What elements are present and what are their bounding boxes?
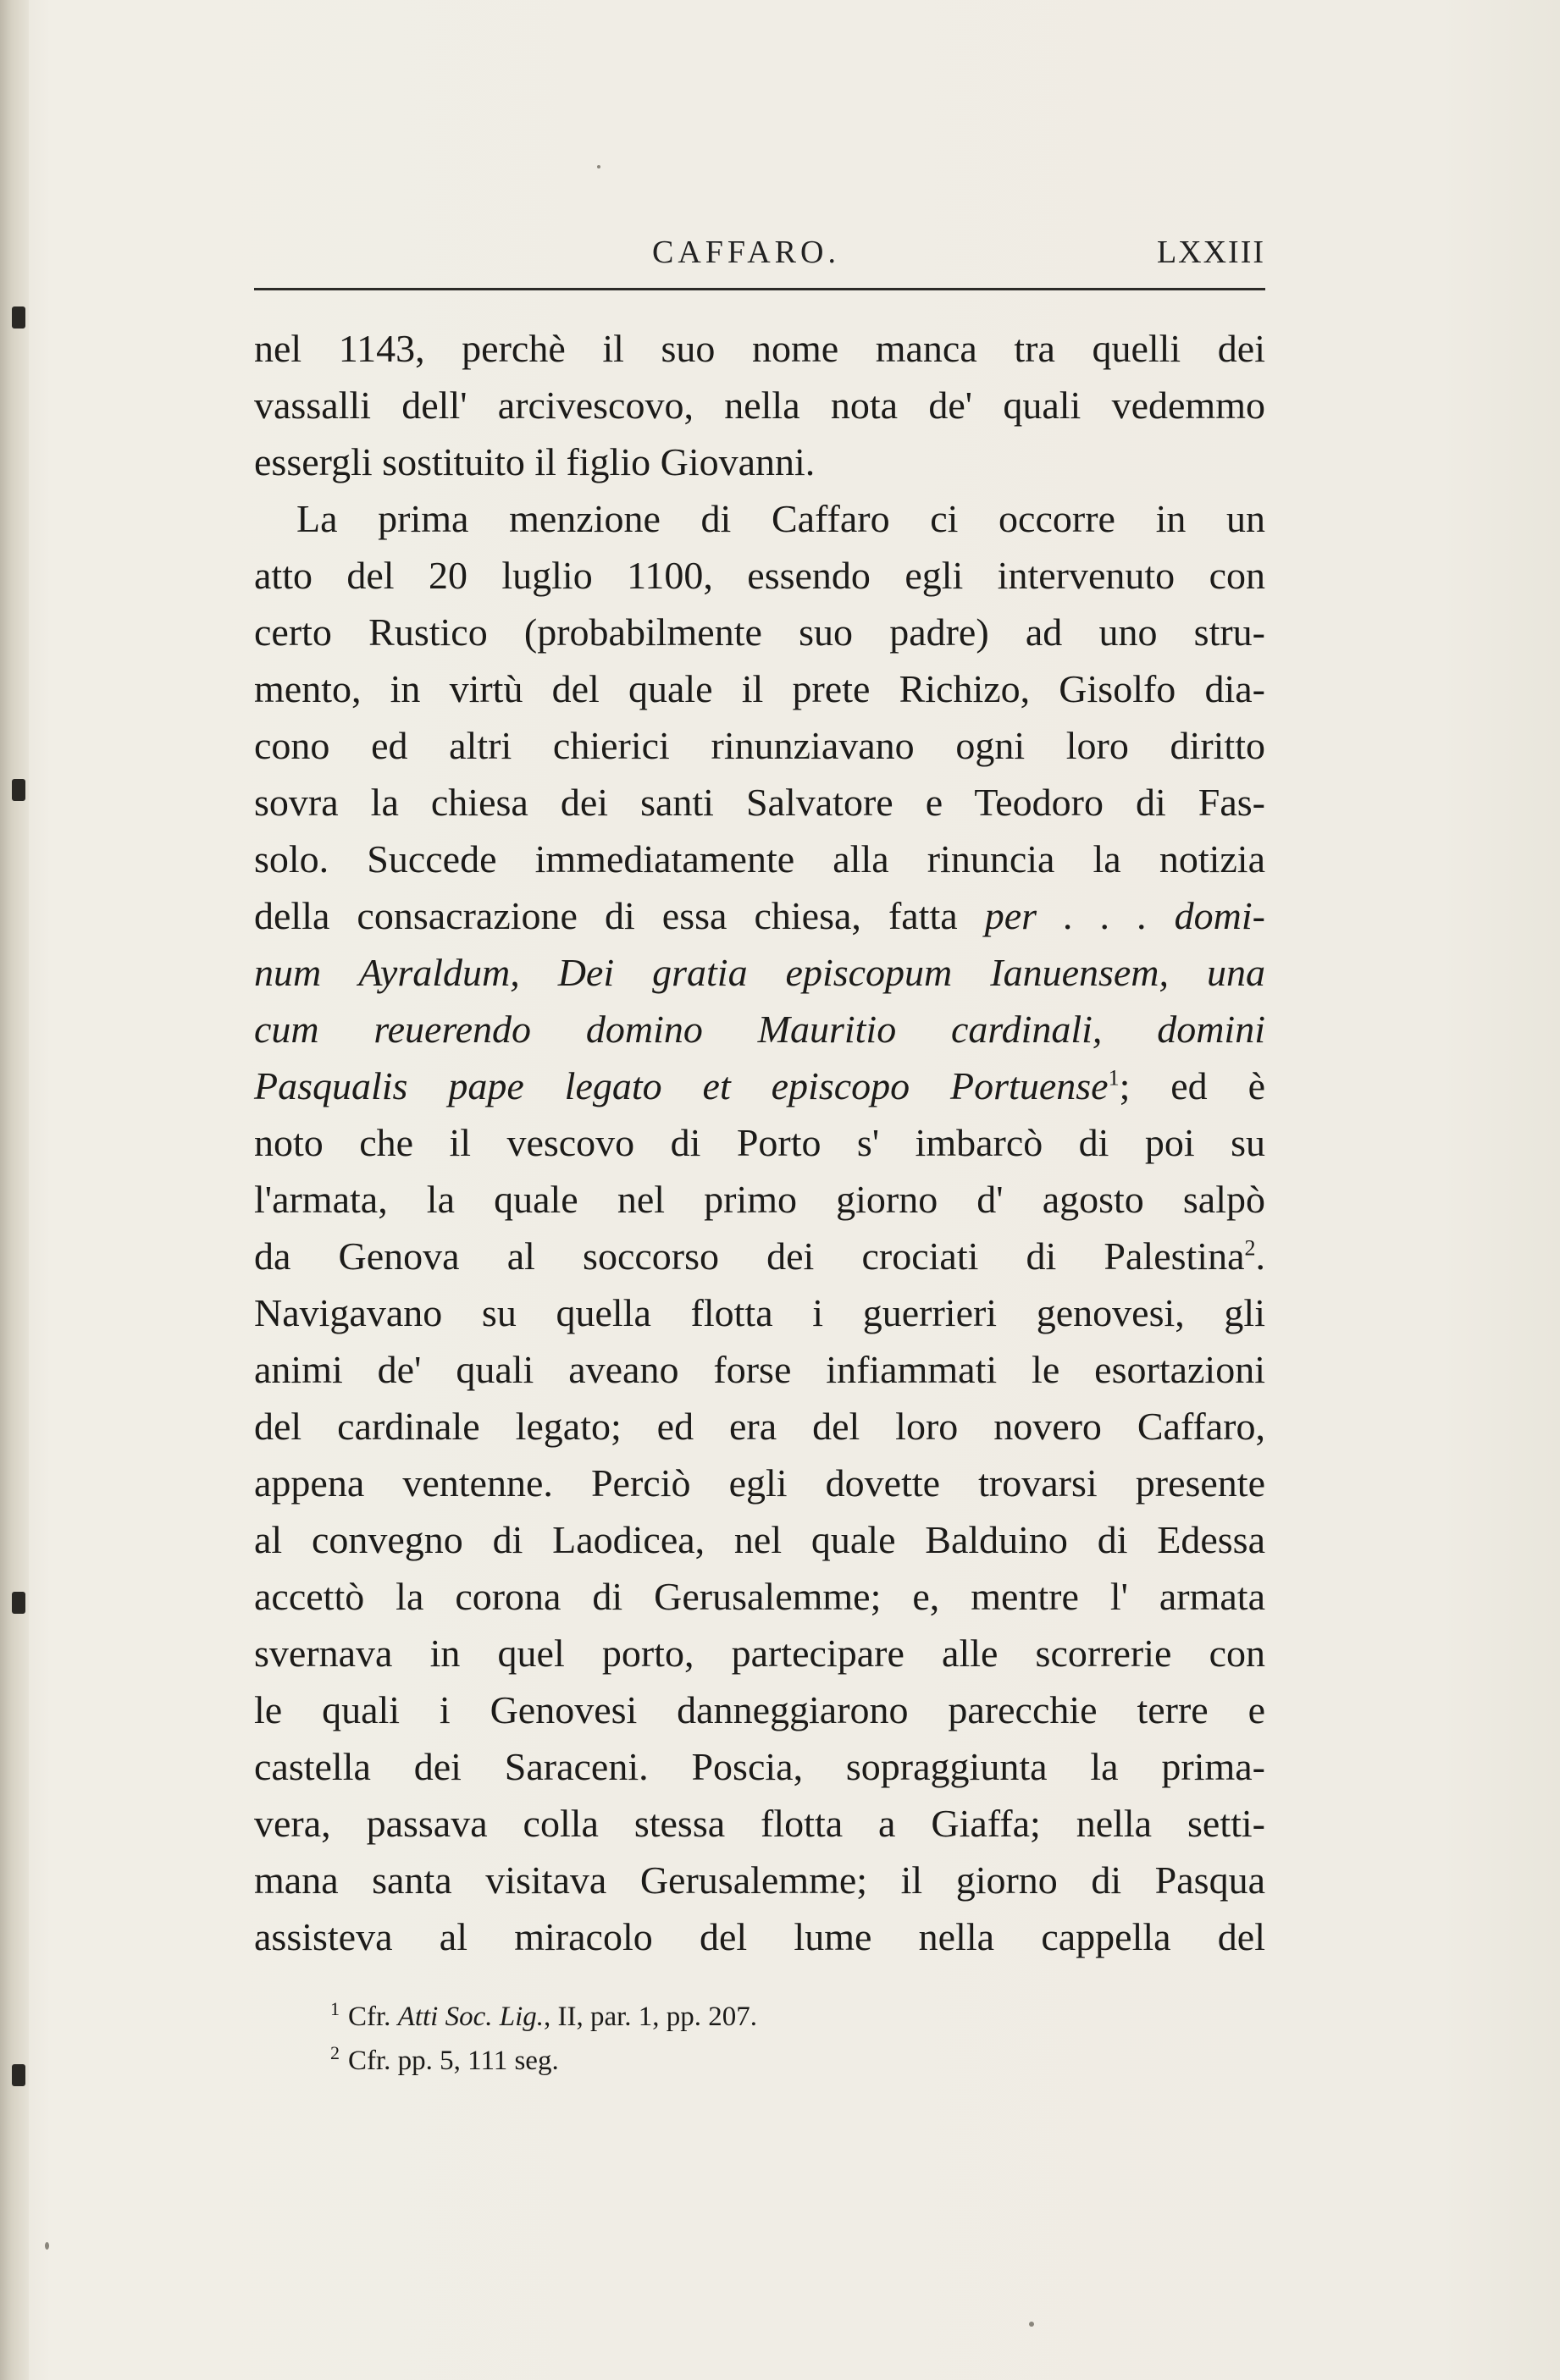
footnote-ref: 2 bbox=[1244, 1235, 1256, 1261]
text-line: l'armata, la quale nel primo giorno d' agosto salpò bbox=[254, 1178, 1265, 1221]
text-line: animi de' quali aveano forse infiammati le esortazioni bbox=[254, 1348, 1265, 1391]
text-line: essergli sostituito il figlio Giovanni. bbox=[254, 440, 816, 483]
text-line: assisteva al miracolo del lume nella cappella del bbox=[254, 1915, 1265, 1958]
binding-stitch bbox=[12, 1592, 25, 1614]
body-text bbox=[254, 320, 1265, 1965]
text-line: del cardinale legato; ed era del loro novero Caffaro, bbox=[254, 1405, 1265, 1448]
text-line: svernava in quel porto, partecipare alle scorrerie con bbox=[254, 1632, 1265, 1675]
text-line: castella dei Saraceni. Poscia, sopraggiunta la prima- bbox=[254, 1745, 1265, 1788]
text-line: accettò la corona di Gerusalemme; e, mentre l' armata bbox=[254, 1575, 1265, 1618]
text-line: al convegno di Laodicea, nel quale Balduino di Edessa bbox=[254, 1518, 1265, 1561]
running-header bbox=[254, 227, 1265, 288]
text-line: da Genova al soccorso dei crociati di Palestina$^2$. bbox=[254, 1234, 1265, 1278]
text-line: noto che il vescovo di Porto s' imbarcò di poi su bbox=[254, 1121, 1265, 1164]
paper-speck bbox=[45, 2242, 49, 2250]
text-line: solo. Succede immediatamente alla rinuncia la notizia bbox=[254, 837, 1265, 881]
text-line: vassalli dell' arcivescovo, nella nota de' quali vedemmo bbox=[254, 384, 1265, 427]
text-line: mento, in virtù del quale il prete Richizo, Gisolfo dia- bbox=[254, 667, 1265, 710]
binding-stitch bbox=[12, 306, 25, 329]
footnote-number: 1 bbox=[330, 1998, 340, 2019]
running-title: CAFFARO. bbox=[652, 235, 840, 270]
footnotes bbox=[330, 1995, 1262, 2083]
cited-title: Atti Soc. Lig. bbox=[397, 2002, 545, 2032]
footnote-number: 2 bbox=[330, 2042, 340, 2063]
binding-stitch bbox=[12, 779, 25, 801]
paper-speck bbox=[1029, 2322, 1034, 2327]
text-line: certo Rustico (probabilmente suo padre) ad uno stru- bbox=[254, 610, 1265, 654]
header-rule bbox=[254, 288, 1265, 290]
text-line: le quali i Genovesi danneggiarono parecchie terre e bbox=[254, 1688, 1265, 1731]
latin-quotation-line: num Ayraldum, Dei gratia episcopum Ianuensem, una bbox=[254, 951, 1265, 994]
text-line: atto del 20 luglio 1100, essendo egli intervenuto con bbox=[254, 554, 1265, 597]
latin-quotation: per . . . domi- bbox=[984, 894, 1265, 937]
binding-stitch bbox=[12, 2064, 25, 2086]
paragraph-start-line: La prima menzione di Caffaro ci occorre in un bbox=[296, 497, 1265, 540]
page-binding-edge bbox=[0, 0, 29, 2380]
text-line: Pasqualis pape legato et episcopo Portuense$^1$; ed è bbox=[254, 1064, 1265, 1107]
footnote: $^2$ Cfr. pp. 5, 111 seg. bbox=[330, 2042, 559, 2076]
text-line: mana santa visitava Gerusalemme; il giorno di Pasqua bbox=[254, 1858, 1265, 1902]
footnote-ref: 1 bbox=[1108, 1065, 1120, 1091]
text-line: nel 1143, perchè il suo nome manca tra quelli dei bbox=[254, 327, 1265, 370]
paper-speck bbox=[597, 165, 600, 168]
text-line: cono ed altri chierici rinunziavano ogni loro diritto bbox=[254, 724, 1265, 767]
text-line: appena ventenne. Perciò egli dovette trovarsi presente bbox=[254, 1461, 1265, 1505]
latin-quotation: Pasqualis pape legato et episcopo Portuense bbox=[254, 1064, 1109, 1107]
page-number: LXXIII bbox=[1156, 235, 1265, 270]
footnote: $^1$ Cfr. Atti Soc. Lig., II, par. 1, pp. 207. bbox=[330, 1998, 758, 2032]
text-line: Navigavano su quella flotta i guerrieri genovesi, gli bbox=[254, 1291, 1265, 1334]
text-line: della consacrazione di essa chiesa, fatta per . . . domi- bbox=[254, 894, 1265, 937]
text-line: vera, passava colla stessa flotta a Giaffa; nella setti- bbox=[254, 1802, 1265, 1845]
latin-quotation-line: cum reuerendo domino Mauritio cardinali, domini bbox=[254, 1008, 1265, 1051]
text-line: sovra la chiesa dei santi Salvatore e Teodoro di Fas- bbox=[254, 781, 1265, 824]
